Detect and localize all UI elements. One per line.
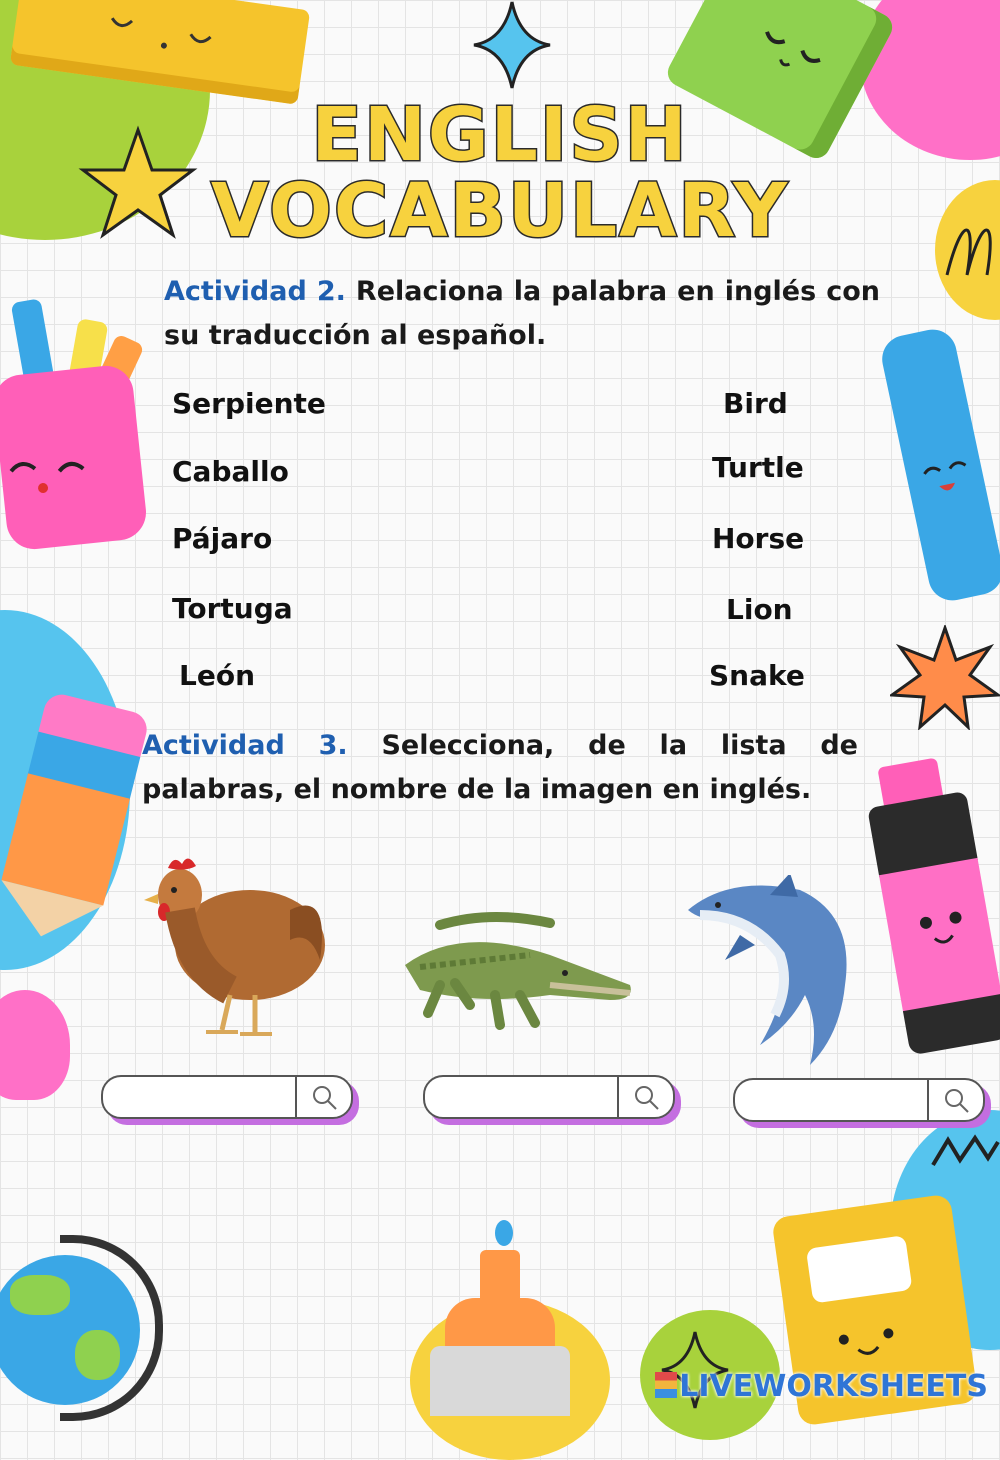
spanish-word[interactable]: Caballo: [172, 455, 289, 488]
search-button[interactable]: [927, 1080, 983, 1120]
activity-3-label: Actividad 3.: [142, 730, 348, 761]
liveworksheets-mark-icon: [655, 1372, 677, 1398]
liveworksheets-logo[interactable]: [655, 1369, 988, 1404]
liveworksheets-logo-text: LIVEWORKSHEETS: [679, 1369, 988, 1404]
spanish-word[interactable]: Tortuga: [172, 592, 293, 625]
orange-burst-icon: [890, 625, 1000, 730]
answer-field-dolphin[interactable]: [733, 1078, 985, 1122]
spanish-word[interactable]: Pájaro: [172, 522, 273, 555]
dolphin-image: [680, 875, 865, 1070]
search-icon: [312, 1085, 338, 1111]
search-button[interactable]: [617, 1077, 673, 1117]
glue-bottle-sticker: [425, 1220, 575, 1414]
activity-2-text: Relaciona la palabra en inglés con su traducción al español.: [164, 276, 880, 351]
search-button[interactable]: [295, 1077, 351, 1117]
spanish-word[interactable]: León: [179, 659, 256, 692]
pink-shell-left: [0, 990, 70, 1100]
answer-field-crocodile[interactable]: [423, 1075, 675, 1119]
globe-sticker: [0, 1230, 170, 1414]
english-word[interactable]: Horse: [712, 522, 805, 555]
sparkle-icon: [472, 0, 552, 90]
search-icon: [634, 1085, 660, 1111]
english-word[interactable]: Turtle: [712, 451, 804, 484]
crocodile-image: [400, 905, 635, 1040]
chicken-image: [140, 850, 330, 1045]
activity-2-instructions: [164, 270, 880, 358]
activity-3-text: Selecciona, de la lista de palabras, el nombre de la imagen en inglés.: [142, 730, 858, 805]
english-word[interactable]: Lion: [726, 593, 793, 626]
highlighter-sticker: [856, 753, 1000, 1058]
marker-sticker: [878, 325, 1000, 605]
answer-field-chicken[interactable]: [101, 1075, 353, 1119]
search-icon: [944, 1088, 970, 1114]
zigzag-doodle-icon: [930, 1130, 1000, 1180]
title-line-1: ENGLISH: [311, 92, 689, 178]
title-line-2: VOCABULARY: [211, 168, 789, 254]
spanish-word[interactable]: Serpiente: [172, 387, 326, 420]
pencil-cup-sticker: [0, 300, 150, 550]
activity-2-label: Actividad 2.: [164, 276, 346, 307]
english-word[interactable]: Snake: [709, 659, 805, 692]
activity-3-instructions: [142, 724, 858, 812]
english-word[interactable]: Bird: [723, 387, 788, 420]
